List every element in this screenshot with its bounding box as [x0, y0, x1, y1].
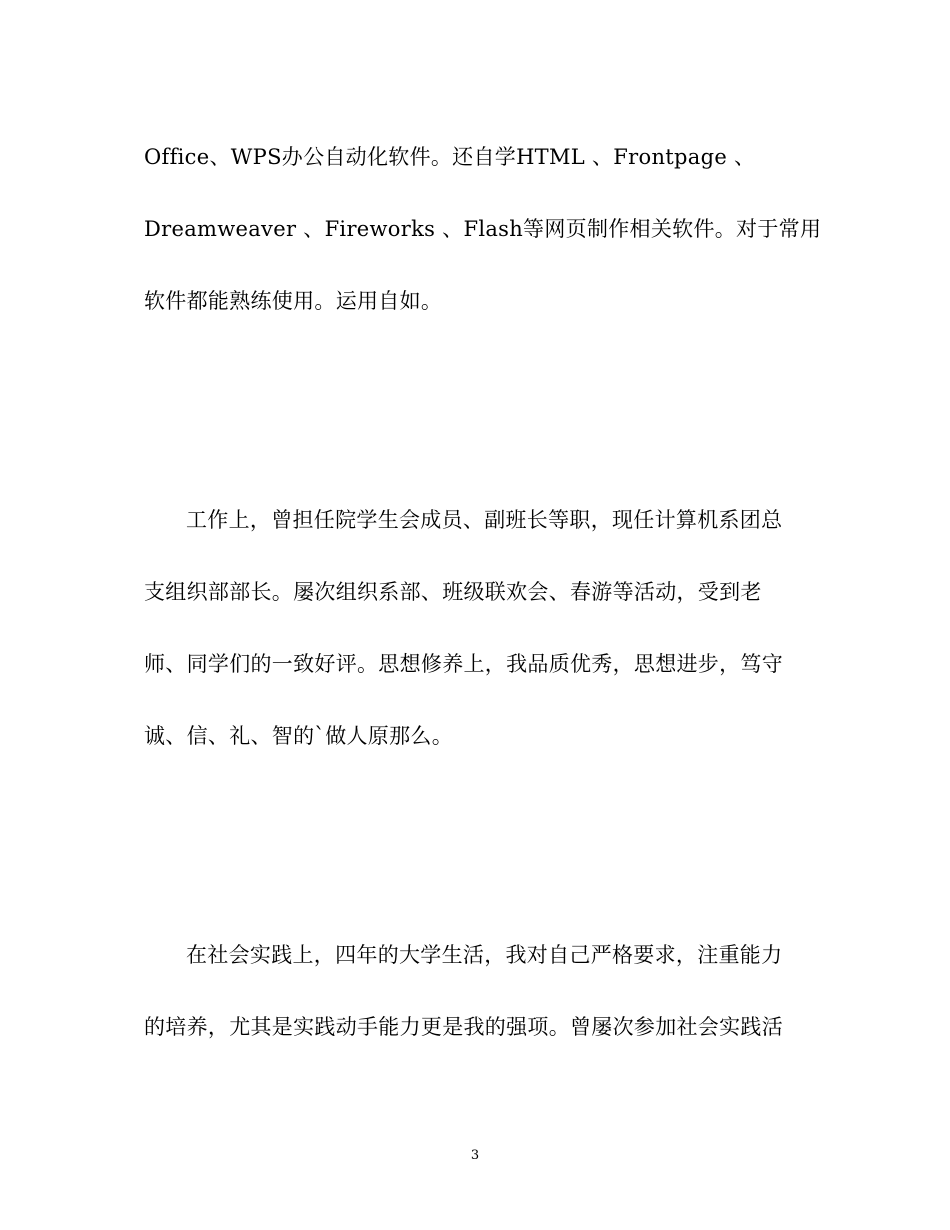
page-number: 3 — [470, 1148, 480, 1163]
paragraph-software-line-2: Dreamweaver 、Fireworks 、Flash等网页制作相关软件。对于常用 — [144, 217, 822, 241]
paragraph-work-line-2: 支组织部部长。屡次组织系部、班级联欢会、春游等活动，受到老 — [144, 580, 762, 604]
paragraph-work-line-3: 师、同学们的一致好评。思想修养上，我品质优秀，思想进步，笃守 — [144, 652, 783, 676]
paragraph-work-line-4: 诚、信、礼、智的`做人原那么。 — [144, 724, 453, 748]
paragraph-work-line-1: 工作上，曾担任院学生会成员、副班长等职，现任计算机系团总 — [186, 508, 783, 532]
paragraph-practice-line-2: 的培养，尤其是实践动手能力更是我的强项。曾屡次参加社会实践活 — [144, 1015, 783, 1039]
paragraph-software-line-1: Office、WPS办公自动化软件。还自学HTML 、Frontpage 、 — [144, 145, 756, 169]
paragraph-software-line-3: 软件都能熟练使用。运用自如。 — [144, 289, 443, 313]
paragraph-practice-line-1: 在社会实践上，四年的大学生活，我对自己严格要求，注重能力 — [186, 943, 783, 967]
